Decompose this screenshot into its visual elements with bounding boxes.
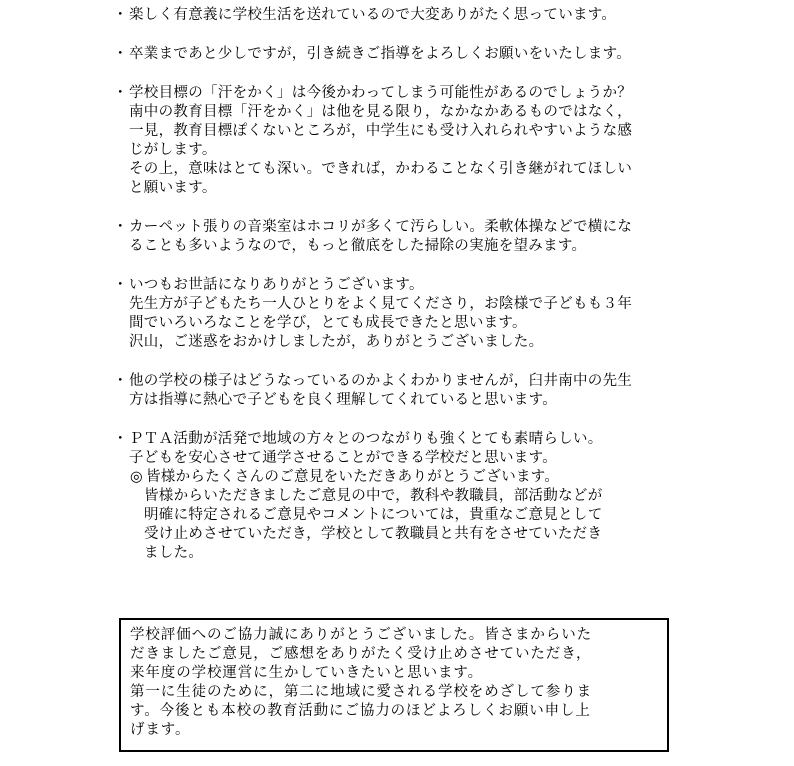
thanks-line: 皆様からいただきましたご意見の中で，教科や教職員，部活動などが xyxy=(144,488,603,504)
comment-line: 沢山，ご迷惑をおかけしましたが，ありがとうございました。 xyxy=(129,334,544,350)
comment-item xyxy=(113,276,693,352)
comment-item xyxy=(113,84,693,198)
comment-item xyxy=(113,372,693,410)
comment-line: カーペット張りの音楽室はホコリが多くて汚らしい。柔軟体操などで横にな xyxy=(129,219,633,235)
thanks-heading-text: 皆様からたくさんのご意見をいただきありがとうございます。 xyxy=(146,469,560,485)
comment-line: ることも多いようなので，もっと徹底をした掃除の実施を望みます。 xyxy=(129,238,587,254)
comment-line: 楽しく有意義に学校生活を送れているので大変ありがたく思っています。 xyxy=(129,7,617,23)
bullet-mark: ・ xyxy=(113,46,128,62)
thanks-line: ました。 xyxy=(144,545,204,561)
comment-line: その上，意味はとても深い。できれば，かわることなく引き継がれてほしい xyxy=(129,161,633,177)
comment-line: と願います。 xyxy=(129,180,217,196)
comment-line: 先生方が子どもたち一人ひとりをよく見てくださり，お陰様で子どもも３年 xyxy=(129,296,633,312)
closing-line: す。今後とも本校の教育活動にご協力のほどよろしくお願い申し上 xyxy=(130,703,591,719)
comment-item xyxy=(113,45,693,64)
comment-line: 卒業まであと少しですが，引き続きご指導をよろしくお願いをいたします。 xyxy=(129,46,632,62)
comment-line: 学校目標の「汗をかく」は今後かわってしまう可能性があるのでしょうか？ xyxy=(129,85,633,101)
closing-line: 来年度の学校運営に生かしていきたいと思います。 xyxy=(130,665,484,681)
bullet-mark: ・ xyxy=(113,373,128,389)
closing-line: だきましたご意見，ご感想をありがたく受け止めさせていただき， xyxy=(130,646,592,662)
thanks-line: 明確に特定されるご意見やコメントについては，貴重なご意見として xyxy=(144,507,603,523)
comment-line: じがします。 xyxy=(129,142,217,158)
double-circle-mark: ◎ xyxy=(130,469,143,485)
comment-line: 他の学校の様子はどうなっているのかよくわかりませんが，臼井南中の先生 xyxy=(129,373,633,389)
comment-line: いつもお世話になりありがとうございます。 xyxy=(129,277,424,293)
comment-line: 間でいろいろなことを学び，とても成長できたと思います。 xyxy=(129,315,527,331)
closing-message-box xyxy=(119,618,669,752)
bullet-mark: ・ xyxy=(113,7,128,23)
closing-line: 学校評価へのご協力誠にありがとうございました。皆さまからいた xyxy=(130,627,592,643)
bullet-mark: ・ xyxy=(113,277,128,293)
comment-line: 南中の教育目標「汗をかく」は他を見る限り，なかなかあるものではなく， xyxy=(129,104,632,120)
comment-line: 子どもを安心させて通学させることができる学校だと思います。 xyxy=(129,450,558,466)
comment-line: ＰＴＡ活動が活発で地域の方々とのつながりも強くとても素晴らしい。 xyxy=(129,431,603,447)
bullet-mark: ・ xyxy=(113,431,128,447)
closing-line: 第一に生徒のために，第二に地域に愛される学校をめざして参りま xyxy=(130,684,592,700)
comment-list xyxy=(113,6,693,488)
closing-line: げます。 xyxy=(130,722,191,738)
comment-line: 一見，教育目標ぽくないところが，中学生にも受け入れられやすいような感 xyxy=(129,123,633,139)
comment-item xyxy=(113,6,693,25)
bullet-mark: ・ xyxy=(113,219,128,235)
thanks-line: 受け止めさせていただき，学校として教職員と共有をさせていただき xyxy=(144,526,603,542)
thanks-body xyxy=(130,487,670,563)
thanks-heading xyxy=(130,468,670,487)
comment-item xyxy=(113,218,693,256)
comment-line: 方は指導に熱心で子どもを良く理解してくれていると思います。 xyxy=(129,392,558,408)
bullet-mark: ・ xyxy=(113,85,128,101)
comment-item xyxy=(113,430,693,468)
thanks-section xyxy=(130,468,670,563)
